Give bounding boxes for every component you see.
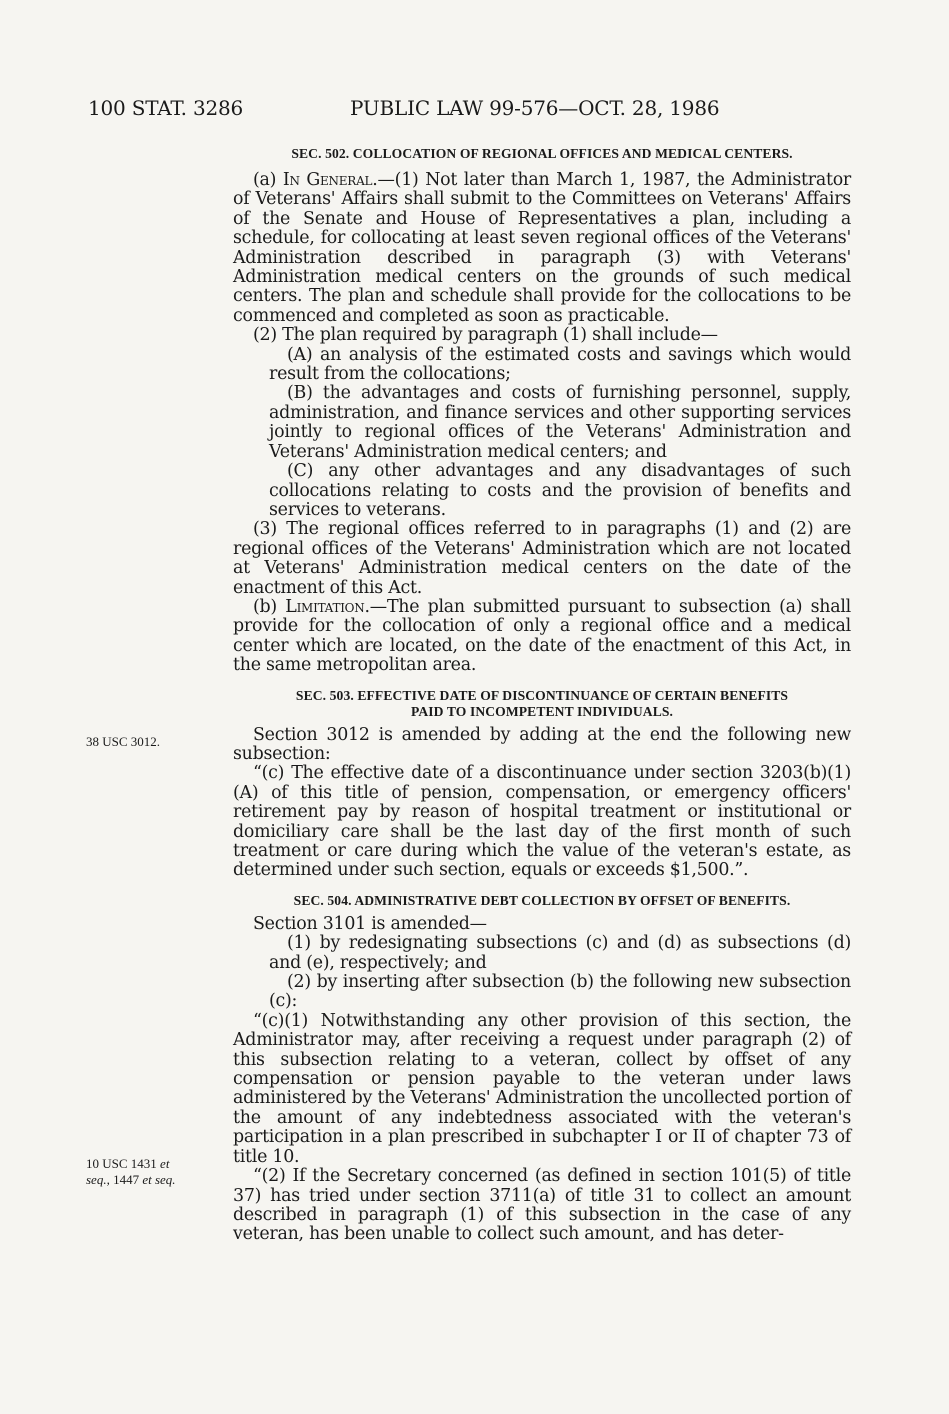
section-504-heading: SEC. 504. ADMINISTRATIVE DEBT COLLECTION BY OFFSET OF BENEFITS. <box>293 892 791 908</box>
page-header <box>88 96 868 130</box>
margin-note-38-usc-3012: 38 USC 3012. <box>86 734 161 749</box>
sec502-paragraph-2A: (A) an analysis of the estimated costs and savings which would result from the collocations; <box>269 344 851 385</box>
sec504-item-1: (1) by redesignating subsections (c) and (d) as subsections (d) and (e), respectively; and <box>269 933 851 973</box>
sec503-intro: Section 3012 is amended by adding at the end the following new subsection: <box>233 724 851 764</box>
public-law-title: PUBLIC LAW 99-576—OCT. 28, 1986 <box>350 96 720 120</box>
section-502-heading: SEC. 502. COLLOCATION OF REGIONAL OFFICES AND MEDICAL CENTERS. <box>291 146 793 161</box>
section-503-heading: SEC. 503. EFFECTIVE DATE OF DISCONTINUANCE OF CERTAIN BENEFITS PAID TO INCOMPETENT INDIVIDUALS. <box>295 687 789 719</box>
margin-note-10-usc-1431: 10 USC 1431 et seq., 1447 et seq. <box>86 1156 176 1187</box>
sec502-paragraph-2: (2) The plan required by paragraph (1) shall include— <box>253 325 718 346</box>
sec502-subsection-a: (a) In General.—(1) Not later than March 1, 1987, the Administrator of Veterans' Affairs shall submit to the Committees on Veterans' Affairs of the Senate and House of Representatives a plan, including a schedule, for collocating at least seven regional offices of the Veterans' Administration described in paragraph (3) with Veterans' Administration medical centers on the grounds of such medical centers. The plan and schedule shall provide for the collocations to be commenced and completed as soon as practicable. <box>233 170 851 326</box>
document-body <box>233 144 851 1245</box>
sec503-quoted-subsection: “(c) The effective date of a discontinuance under section 3203(b)(1)(A) of this title of pension, compensation, or emergency officers' retirement pay by reason of hospital treatment or institutional or domiciliary care shall be the last day of the first month of such treatment or care during which the value of the veteran's estate, as determined under such section, equals or exceeds $1,500.”. <box>233 763 851 881</box>
sec504-quoted-c2: “(2) If the Secretary concerned (as defined in section 101(5) of title 37) has tried under section 3711(a) of title 31 to collect an amount described in paragraph (1) of this subsection in the case of any veteran, has been unable to collect such amount, and has deter- <box>233 1166 851 1245</box>
sec504-intro: Section 3101 is amended— <box>253 913 487 934</box>
stat-page-reference: 100 STAT. 3286 <box>88 96 244 120</box>
sec502-paragraph-2B: (B) the advantages and costs of furnishing personnel, supply, administration, and finance services and other supporting services jointly to regional offices of the Veterans' Administration and Veterans' Administration medical centers; and <box>269 383 851 462</box>
sec504-item-2: (2) by inserting after subsection (b) the following new subsection (c): <box>269 972 851 1012</box>
sec504-quoted-c1: “(c)(1) Notwithstanding any other provision of this section, the Administrator may, after receiving a request under paragraph (2) of this subsection relating to a veteran, collect by offset of any compensation or pension payable to the veteran under laws administered by the Veterans' Administration the uncollected portion of the amount of any indebtedness associated with the veteran's participation in a plan prescribed in subchapter I or II of chapter 73 of title 10. <box>233 1010 851 1167</box>
sec502-paragraph-3: (3) The regional offices referred to in paragraphs (1) and (2) are regional offices of the Veterans' Administration which are not located at Veterans' Administration medical centers on the date of the enactment of this Act. <box>233 519 851 598</box>
sec502-paragraph-2C: (C) any other advantages and any disadvantages of such collocations relating to costs and the provision of benefits and services to veterans. <box>269 461 851 520</box>
sec502-subsection-b: (b) Limitation.—The plan submitted pursuant to subsection (a) shall provide for the collocation of only a regional office and a medical center which are located, on the date of the enactment of this Act, in the same metropolitan area. <box>233 596 851 676</box>
